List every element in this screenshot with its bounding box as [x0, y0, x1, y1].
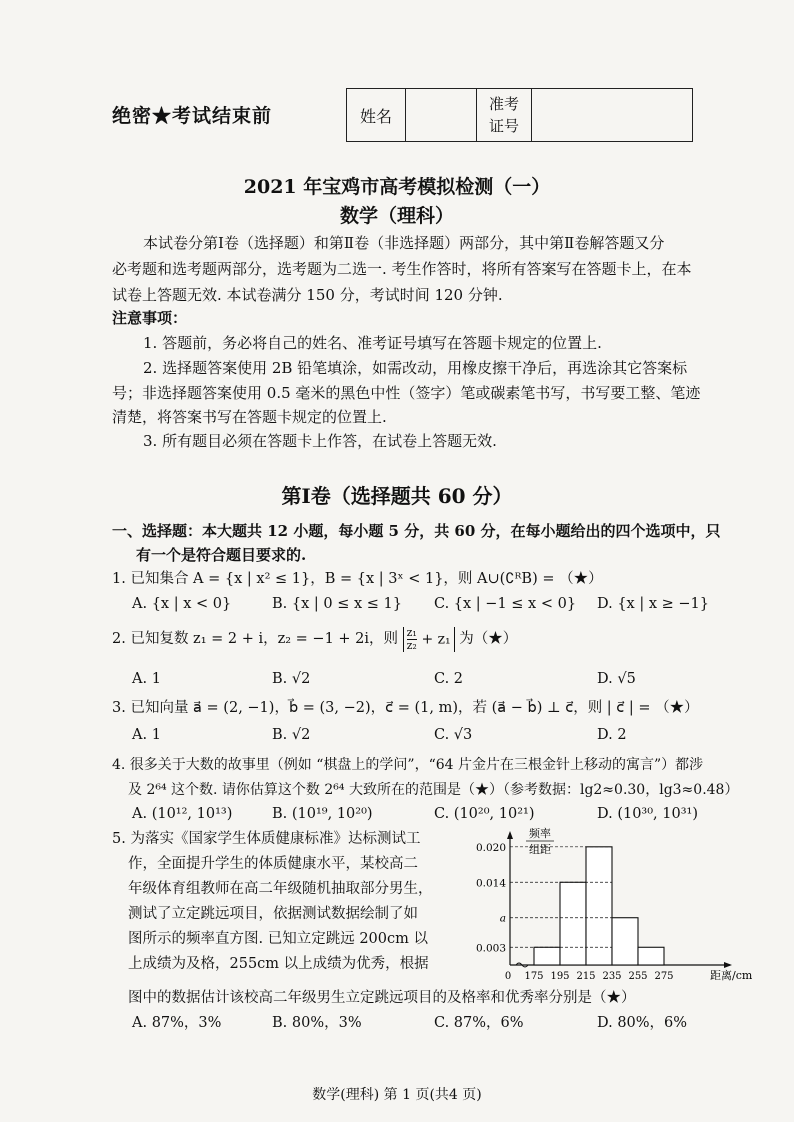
y-tick-label: a — [499, 912, 506, 925]
question-2-abs-expr — [403, 627, 455, 652]
candidate-info-table — [346, 88, 693, 142]
question-1-option-b[interactable]: B. {x | 0 ≤ x ≤ 1} — [272, 596, 402, 612]
question-5-line-6: 上成绩为及格，255cm 以上成绩为优秀，根据 — [128, 956, 429, 972]
x-axis-arrow — [724, 962, 732, 968]
question-2-stem-end: 为（★） — [459, 631, 518, 647]
question-3-stem: 3. 已知向量 a⃗ = (2, −1)，b⃗ = (3, −2)，c⃗ = (1, m)，若 (a⃗ − b⃗) ⊥ c⃗，则 | c⃗ | = （★） — [112, 700, 699, 716]
question-4-option-b[interactable]: B. (10¹⁹, 10²⁰) — [272, 806, 373, 822]
x-axis-label: 距离/cm — [710, 969, 753, 982]
question-5-line-3: 年级体育组教师在高二年级随机抽取部分男生， — [128, 881, 433, 897]
histogram-bar — [560, 882, 586, 965]
y-tick-label: 0.014 — [475, 877, 506, 890]
x-tick-label: 215 — [576, 971, 596, 982]
question-3-option-c[interactable]: C. √3 — [434, 727, 473, 743]
question-3-option-b[interactable]: B. √2 — [272, 727, 311, 743]
note-2-line-3: 清楚，将答案书写在答题卡规定的位置上. — [112, 408, 387, 426]
question-5-line-5: 图所示的频率直方图. 已知立定跳远 200cm 以 — [128, 931, 428, 947]
question-2-option-c[interactable]: C. 2 — [434, 671, 464, 687]
y-axis-arrow — [507, 831, 513, 839]
question-4-option-c[interactable]: C. (10²⁰, 10²¹) — [434, 806, 535, 822]
question-2-frac-top: z₁ — [406, 625, 417, 639]
question-2-fraction — [407, 627, 417, 652]
note-1: 1. 答题前，务必将自己的姓名、准考证号填写在答题卡规定的位置上. — [143, 334, 602, 352]
note-2-line-1: 2. 选择题答案使用 2B 铅笔填涂，如需改动，用橡皮擦干净后，再选涂其它答案标 — [143, 359, 688, 377]
histogram-bar — [534, 947, 560, 965]
histogram-bar — [638, 947, 664, 965]
question-1-option-d[interactable]: D. {x | x ≥ −1} — [597, 596, 709, 612]
intro-line-3: 试卷上答题无效. 本试卷满分 150 分，考试时间 120 分钟. — [112, 286, 503, 304]
question-1-option-a[interactable]: A. {x | x < 0} — [132, 596, 232, 612]
y-label-bottom: 组距 — [529, 843, 551, 856]
question-3-option-d[interactable]: D. 2 — [597, 727, 627, 743]
name-label: 姓名 — [347, 89, 406, 142]
exam-id-field[interactable] — [532, 89, 693, 142]
part-1-title: 第Ⅰ卷（选择题共 60 分） — [281, 484, 513, 508]
question-5-option-c[interactable]: C. 87%，6% — [434, 1015, 524, 1031]
intro-line-1: 本试卷分第Ⅰ卷（选择题）和第Ⅱ卷（非选择题）两部分，其中第Ⅱ卷解答题又分 — [143, 234, 665, 252]
section-instruction-2: 有一个是符合题目要求的. — [136, 546, 307, 564]
histogram-bar — [612, 918, 638, 965]
question-2-option-b[interactable]: B. √2 — [272, 671, 311, 687]
x-tick-label: 195 — [550, 971, 570, 982]
question-2-stem — [112, 626, 517, 652]
question-5-line-4: 测试了立定跳远项目，依据测试数据绘制了如 — [128, 906, 418, 922]
notes-heading: 注意事项： — [112, 309, 188, 327]
subject-title: 数学（理科） — [339, 205, 454, 227]
name-field[interactable] — [406, 89, 477, 142]
question-5-option-b[interactable]: B. 80%，3% — [272, 1015, 362, 1031]
question-2-option-d[interactable]: D. √5 — [597, 671, 636, 687]
exam-id-label-line2: 证号 — [488, 117, 519, 135]
note-3: 3. 所有题目必须在答题卡上作答，在试卷上答题无效. — [143, 432, 497, 450]
question-1-stem: 1. 已知集合 A = {x | x² ≤ 1}，B = {x | 3ˣ < 1}，则 A∪(∁ᴿB) = （★） — [112, 571, 603, 587]
exam-id-label — [477, 89, 532, 142]
question-5-line-7: 图中的数据估计该校高二年级男生立定跳远项目的及格率和优秀率分别是（★） — [128, 990, 636, 1006]
x-tick-label: 255 — [628, 971, 648, 982]
x-tick-label: 235 — [602, 971, 622, 982]
question-4-stem-1: 4. 很多关于大数的故事里（例如 “棋盘上的学问”，“64 片金片在三根金针上移动的寓言”）都涉 — [112, 757, 704, 773]
histogram-bar — [586, 847, 612, 965]
question-3-option-a[interactable]: A. 1 — [132, 727, 161, 743]
question-4-stem-2: 及 2⁶⁴ 这个数. 请你估算这个数 2⁶⁴ 大致所在的范围是（★）（参考数据：lg2≈0.30，lg3≈0.48） — [128, 782, 739, 798]
x-tick-label: 175 — [524, 971, 544, 982]
question-5-option-d[interactable]: D. 80%，6% — [597, 1015, 688, 1031]
question-1-option-c[interactable]: C. {x | −1 ≤ x < 0} — [434, 596, 577, 612]
question-2-option-a[interactable]: A. 1 — [132, 671, 161, 687]
origin-label: 0 — [504, 971, 512, 982]
question-2-stem-pre: 2. 已知复数 z₁ = 2 + i，z₂ = −1 + 2i，则 — [112, 631, 399, 647]
x-tick-label: 275 — [654, 971, 674, 982]
section-instruction-1: 一、选择题：本大题共 12 小题，每小题 5 分，共 60 分，在每小题给出的四个选项中，只 — [112, 522, 721, 540]
page-footer: 数学(理科) 第 1 页(共4 页) — [312, 1087, 482, 1103]
note-2-line-2: 号；非选择题答案使用 0.5 毫米的黑色中性（签字）笔或碳素笔书写，书写要工整、笔迹 — [112, 384, 701, 402]
exam-title: 2021 年宝鸡市高考模拟检测（一） — [243, 176, 551, 198]
y-label-top: 频率 — [529, 827, 551, 840]
y-tick-label: 0.020 — [475, 841, 506, 854]
question-5-line-1: 5. 为落实《国家学生体质健康标准》达标测试工 — [112, 831, 421, 847]
question-4-option-d[interactable]: D. (10³⁰, 10³¹) — [597, 806, 699, 822]
intro-line-2: 必考题和选考题两部分，选考题为二选一. 考生作答时，将所有答案写在答题卡上，在本 — [112, 260, 692, 278]
question-2-stem-post: + z₁ — [421, 631, 451, 647]
question-5-option-a[interactable]: A. 87%，3% — [132, 1015, 222, 1031]
frequency-histogram — [470, 825, 760, 985]
question-5-line-2: 作，全面提升学生的体质健康水平，某校高二 — [128, 856, 418, 872]
exam-id-label-line1: 准考 — [488, 95, 519, 113]
y-tick-label: 0.003 — [475, 942, 506, 955]
question-4-option-a[interactable]: A. (10¹², 10¹³) — [132, 806, 233, 822]
confidential-label: 绝密★考试结束前 — [112, 105, 273, 127]
question-2-frac-bottom: z₂ — [406, 638, 417, 652]
